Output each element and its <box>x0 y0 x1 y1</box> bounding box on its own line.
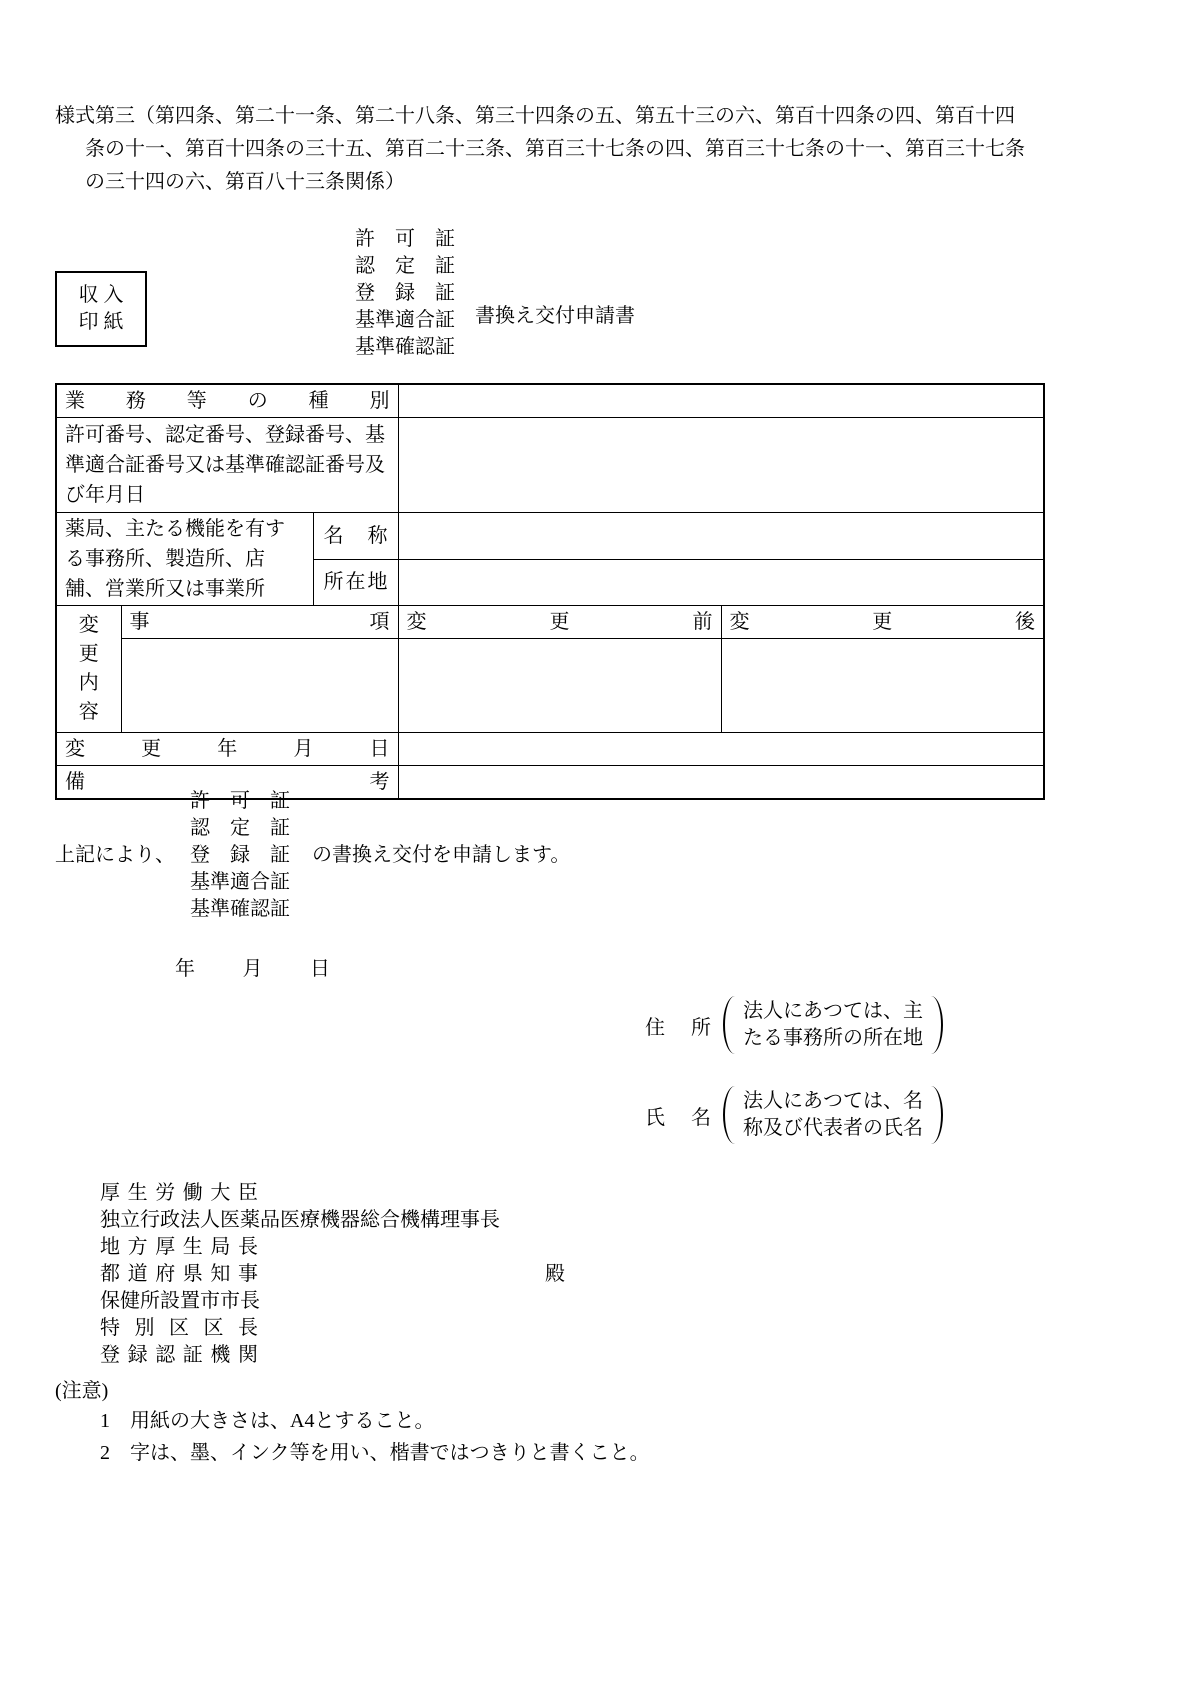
form-header <box>55 100 1025 199</box>
change-item-value <box>121 639 398 733</box>
certificate-type: 許可証 <box>190 790 290 812</box>
facility-label: 薬局、主たる機能を有する事務所、製造所、店舗、営業所又は事業所 <box>56 513 313 606</box>
number-value <box>398 418 1044 513</box>
address-label: 住所 <box>645 1016 711 1039</box>
application-statement-suffix: の書換え交付を申請します。 <box>312 844 571 866</box>
address-note-line: たる事務所の所在地 <box>743 1027 923 1049</box>
name-note <box>743 1088 923 1142</box>
address-note <box>743 998 923 1052</box>
recipient: 都道府県知事 <box>100 1263 258 1285</box>
note-item: 1 用紙の大きさは、A4とすること。 <box>100 1410 435 1432</box>
change-date-label: 変更年月日 <box>56 733 398 766</box>
business-type-value <box>398 384 1044 418</box>
change-after-value <box>721 639 1044 733</box>
form-header-line: 様式第三（第四条、第二十一条、第二十八条、第三十四条の五、第五十三の六、第百十四条の四、第百十四 <box>55 105 1015 127</box>
name-note-line: 法人にあつては、名 <box>743 1090 923 1112</box>
title-certificate-stack <box>355 226 455 361</box>
recipient: 厚生労働大臣 <box>100 1182 258 1204</box>
certificate-type: 基準適合証 <box>190 871 290 893</box>
change-section-label: 変更内容 <box>78 614 99 723</box>
date-line: 年月日 <box>175 958 330 980</box>
certificate-type: 登録証 <box>355 282 455 304</box>
recipient: 特別区区長 <box>100 1317 258 1339</box>
address-block <box>645 996 943 1054</box>
statement-certificate-stack <box>190 788 290 923</box>
close-paren-shape <box>929 1086 943 1144</box>
business-type-label: 業務等の種別 <box>56 384 398 418</box>
recipient: 保健所設置市市長 <box>100 1290 260 1312</box>
notes-title: (注意) <box>55 1380 109 1402</box>
application-table <box>55 383 1045 800</box>
recipients-list <box>100 1180 565 1369</box>
change-item-header: 事項 <box>121 606 398 639</box>
certificate-type: 認定証 <box>355 255 455 277</box>
address-note-line: 法人にあつては、主 <box>743 1000 923 1022</box>
form-header-line: 条の十一、第百十四条の三十五、第百二十三条、第百三十七条の四、第百三十七条の十一、第百三十七条 <box>85 138 1025 160</box>
revenue-stamp-box <box>55 271 147 347</box>
change-date-value <box>398 733 1044 766</box>
remarks-label: 備考 <box>56 766 398 800</box>
facility-name-label: 名称 <box>313 513 398 560</box>
open-paren-shape <box>723 996 737 1054</box>
change-section-label-cell <box>56 606 121 733</box>
change-before-header: 変更前 <box>398 606 721 639</box>
revenue-stamp-line: 印 紙 <box>78 311 124 333</box>
recipient: 地方厚生局長 <box>100 1236 258 1258</box>
name-block <box>645 1086 943 1144</box>
certificate-type: 許可証 <box>355 228 455 250</box>
open-paren-shape <box>723 1086 737 1144</box>
close-paren-shape <box>929 996 943 1054</box>
honorific: 殿 <box>545 1263 565 1285</box>
revenue-stamp-line: 収 入 <box>78 284 124 306</box>
certificate-type: 基準確認証 <box>355 336 455 358</box>
certificate-type: 基準適合証 <box>355 309 455 331</box>
certificate-type: 登録証 <box>190 844 290 866</box>
facility-address-value <box>398 559 1044 606</box>
name-note-line: 称及び代表者の氏名 <box>743 1117 923 1139</box>
certificate-type: 認定証 <box>190 817 290 839</box>
remarks-value <box>398 766 1044 800</box>
number-label: 許可番号、認定番号、登録番号、基準適合証番号又は基準確認証番号及び年月日 <box>56 418 398 513</box>
recipient: 登録認証機関 <box>100 1344 258 1366</box>
certificate-type: 基準確認証 <box>190 898 290 920</box>
note-item: 2 字は、墨、インク等を用い、楷書ではつきりと書くこと。 <box>100 1442 650 1464</box>
application-statement-prefix: 上記により、 <box>55 844 175 866</box>
form-header-line: の三十四の六、第百八十三条関係） <box>85 171 405 193</box>
recipient: 独立行政法人医薬品医療機器総合機構理事長 <box>100 1209 500 1231</box>
facility-address-label: 所在地 <box>313 559 398 606</box>
change-after-header: 変更後 <box>721 606 1044 639</box>
facility-name-value <box>398 513 1044 560</box>
change-before-value <box>398 639 721 733</box>
name-label: 氏名 <box>645 1106 711 1129</box>
form-title-suffix: 書換え交付申請書 <box>475 305 635 327</box>
